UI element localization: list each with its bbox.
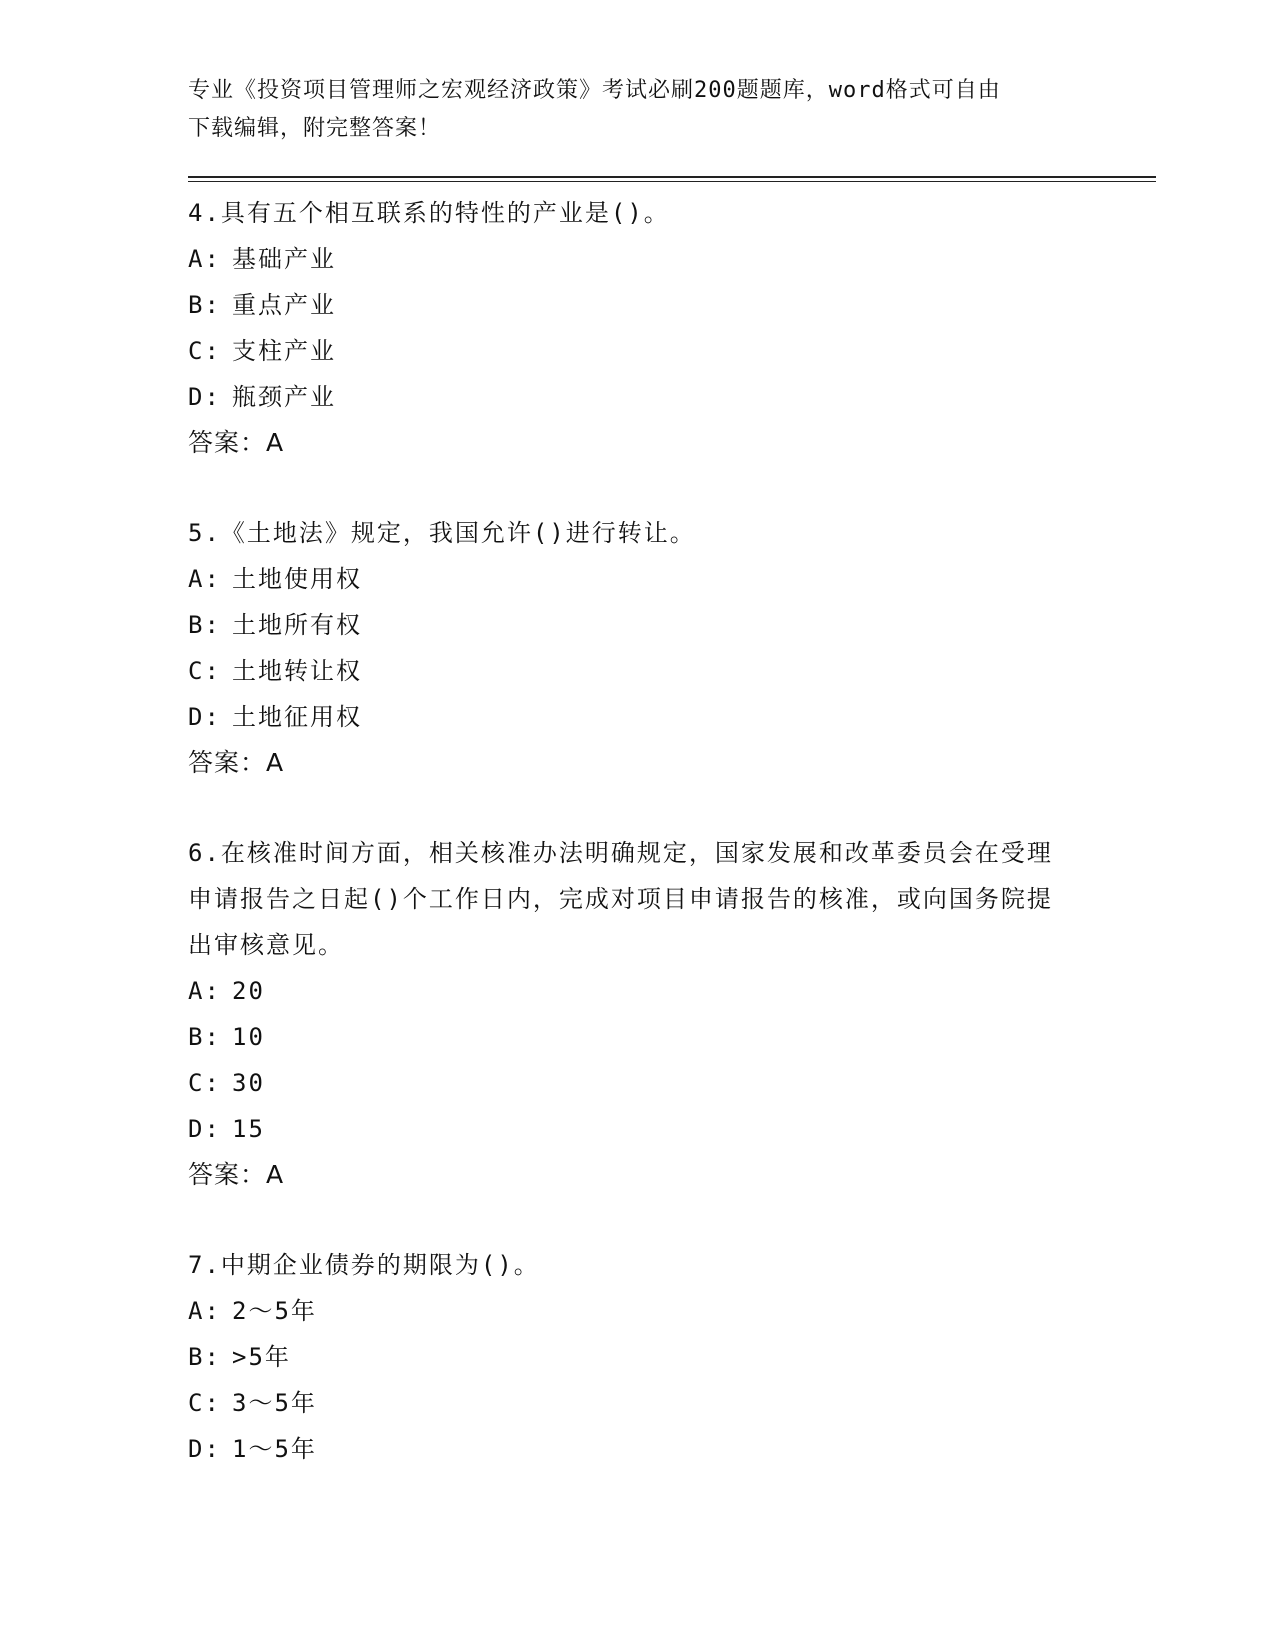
option-text: 2～5年 [232, 1297, 317, 1325]
option-key: B: [188, 291, 221, 319]
question-stem: 5.《土地法》规定，我国允许()进行转让。 [188, 519, 696, 547]
option-key: A: [188, 565, 221, 593]
option-d [188, 374, 1088, 420]
option-b [188, 282, 1088, 328]
option-b [188, 1014, 1088, 1060]
answer: 答案：A [188, 428, 285, 457]
option-text: 1～5年 [232, 1435, 317, 1463]
option-text: 土地使用权 [232, 565, 362, 593]
header-line-2: 下载编辑，附完整答案！ [188, 116, 442, 141]
option-d [188, 1426, 1088, 1472]
option-key: A: [188, 1297, 221, 1325]
option-text: 3～5年 [232, 1389, 317, 1417]
option-key: D: [188, 1435, 221, 1463]
option-d [188, 1106, 1088, 1152]
option-text: 重点产业 [232, 291, 336, 319]
option-key: D: [188, 703, 221, 731]
document-header [188, 72, 1068, 148]
header-divider [188, 176, 1156, 178]
question-stem: 4.具有五个相互联系的特性的产业是()。 [188, 199, 670, 227]
option-key: B: [188, 1343, 221, 1371]
option-b [188, 1334, 1088, 1380]
question-5 [188, 510, 1088, 786]
question-stem: 6.在核准时间方面，相关核准办法明确规定，国家发展和改革委员会在受理申请报告之日起()个工作日内，完成对项目申请报告的核准，或向国务院提出审核意见。 [188, 839, 1053, 959]
option-text: 土地征用权 [232, 703, 362, 731]
question-stem: 7.中期企业债券的期限为()。 [188, 1251, 540, 1279]
option-text: 土地所有权 [232, 611, 362, 639]
option-c [188, 1060, 1088, 1106]
answer: 答案：A [188, 748, 285, 777]
question-7 [188, 1242, 1088, 1472]
option-a [188, 968, 1088, 1014]
option-key: C: [188, 657, 221, 685]
option-a [188, 1288, 1088, 1334]
option-text: 瓶颈产业 [232, 383, 336, 411]
option-key: C: [188, 337, 221, 365]
option-a [188, 236, 1088, 282]
answer: 答案：A [188, 1160, 285, 1189]
option-text: >5年 [232, 1343, 291, 1371]
option-b [188, 602, 1088, 648]
option-d [188, 694, 1088, 740]
option-text: 10 [232, 1023, 265, 1051]
option-key: D: [188, 1115, 221, 1143]
option-text: 15 [232, 1115, 265, 1143]
option-key: A: [188, 245, 221, 273]
option-key: C: [188, 1389, 221, 1417]
option-key: C: [188, 1069, 221, 1097]
option-key: D: [188, 383, 221, 411]
option-c [188, 1380, 1088, 1426]
option-a [188, 556, 1088, 602]
option-c [188, 648, 1088, 694]
question-6 [188, 830, 1088, 1198]
option-text: 支柱产业 [232, 337, 336, 365]
header-divider-thin [188, 181, 1156, 182]
option-key: B: [188, 611, 221, 639]
option-key: B: [188, 1023, 221, 1051]
option-key: A: [188, 977, 221, 1005]
option-text: 基础产业 [232, 245, 336, 273]
option-text: 20 [232, 977, 265, 1005]
option-text: 土地转让权 [232, 657, 362, 685]
question-list [188, 190, 1088, 1516]
question-4 [188, 190, 1088, 466]
header-line-1: 专业《投资项目管理师之宏观经济政策》考试必刷200题题库，word格式可自由 [188, 78, 1001, 103]
option-text: 30 [232, 1069, 265, 1097]
option-c [188, 328, 1088, 374]
